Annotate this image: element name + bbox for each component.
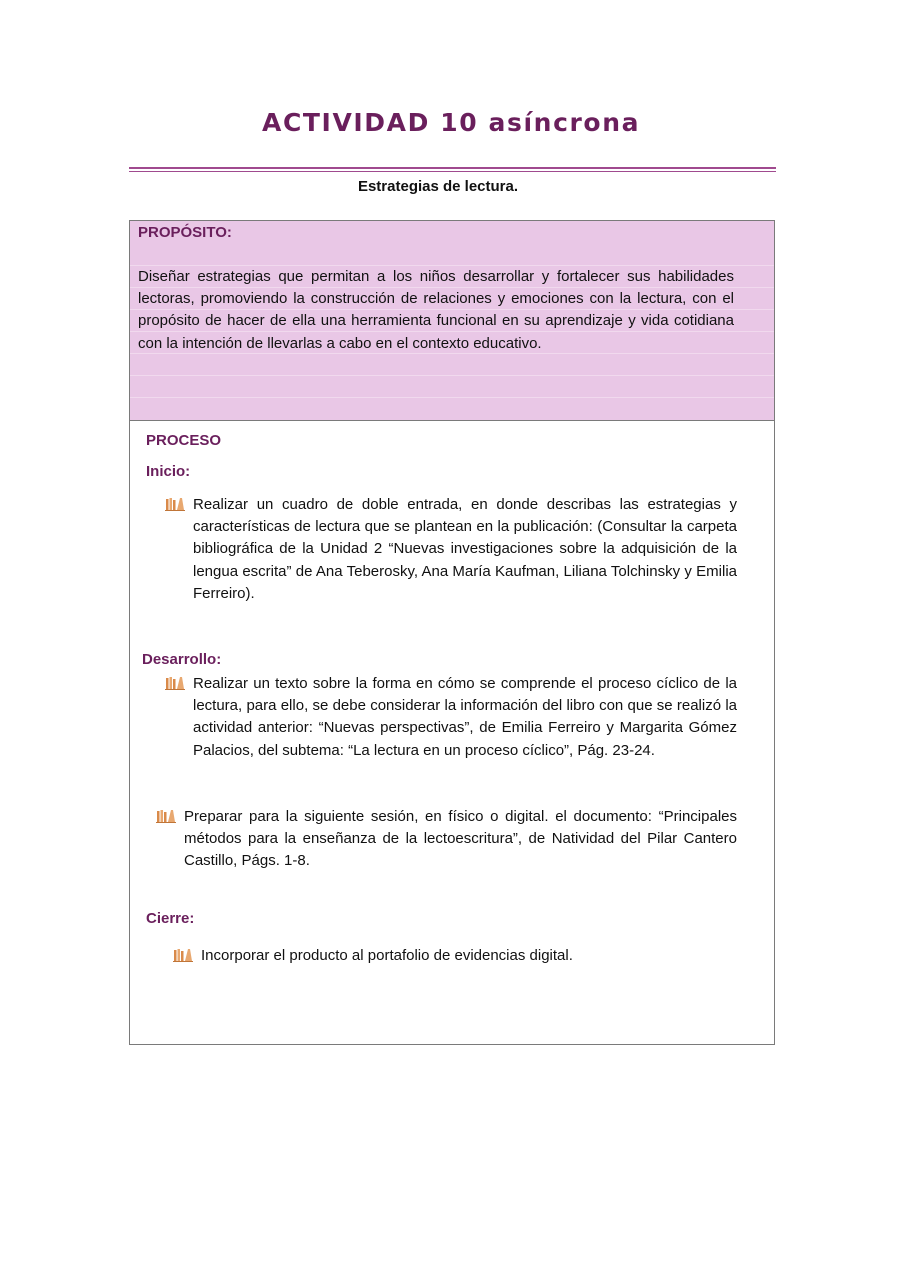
cierre-item-text: Incorporar el producto al portafolio de evidencias digital. — [201, 947, 573, 964]
desarrollo-item-1 — [165, 673, 737, 762]
purpose-box — [129, 220, 775, 421]
title-rule-bottom — [129, 171, 776, 172]
desarrollo-item-1-text: Realizar un texto sobre la forma en cómo se comprende el proceso cíclico de la lectura, para ello, se debe considerar la información del libro con que se realizó la actividad anterior: “Nuevas perspectivas”, de Emilia Ferreiro y Margarita Gómez Palacios, del subtema: “La lectura en un proceso cíclico”, Pág. 23-24. — [193, 675, 737, 759]
purpose-line — [130, 375, 774, 376]
document-subtitle — [0, 178, 906, 195]
process-label: PROCESO — [146, 432, 222, 449]
inicio-item-text: Realizar un cuadro de doble entrada, en donde describas las estrategias y características de lectura que se plantean en la publicación: (Consultar la carpeta bibliográfica de la Unidad 2 “Nuevas investigaciones sobre la adquisición de la lengua escrita” de Ana Teberosky, Ana María Kaufman, Liliana Tolchinsky y Emilia Ferreiro). — [193, 496, 737, 602]
purpose-text: Diseñar estrategias que permitan a los niños desarrollar y fortalecer sus habilidades lectoras, promoviendo la construcción de relaciones y emociones con la lectura, con el propósito de hacer de ella una herramienta funcional en su aprendizaje y vida cotidiana con la intención de llevarlas a cabo en el contexto educativo. — [138, 268, 734, 352]
purpose-line — [130, 397, 774, 398]
desarrollo-item-2-text: Preparar para la siguiente sesión, en físico o digital. el documento: “Principales métodos para la enseñanza de la lectoescritura”, de Natividad del Pilar Cantero Castillo, Págs. 1-8. — [184, 808, 737, 870]
books-bullet-icon — [165, 497, 185, 511]
books-bullet-icon — [156, 809, 176, 823]
cierre-item — [173, 945, 733, 967]
desarrollo-item-2 — [156, 806, 737, 873]
process-box — [129, 420, 775, 1045]
purpose-label: PROPÓSITO: — [138, 224, 232, 241]
inicio-item — [165, 494, 737, 605]
cierre-label: Cierre: — [146, 910, 195, 927]
books-bullet-icon — [173, 948, 193, 962]
inicio-label: Inicio: — [146, 463, 191, 480]
subtitle-text: Estrategias de lectura. — [357, 178, 519, 195]
title-rule-top — [129, 167, 776, 169]
desarrollo-label: Desarrollo: — [142, 651, 222, 668]
books-bullet-icon — [165, 676, 185, 690]
document-title: ACTIVIDAD 10 asíncrona — [262, 108, 641, 137]
